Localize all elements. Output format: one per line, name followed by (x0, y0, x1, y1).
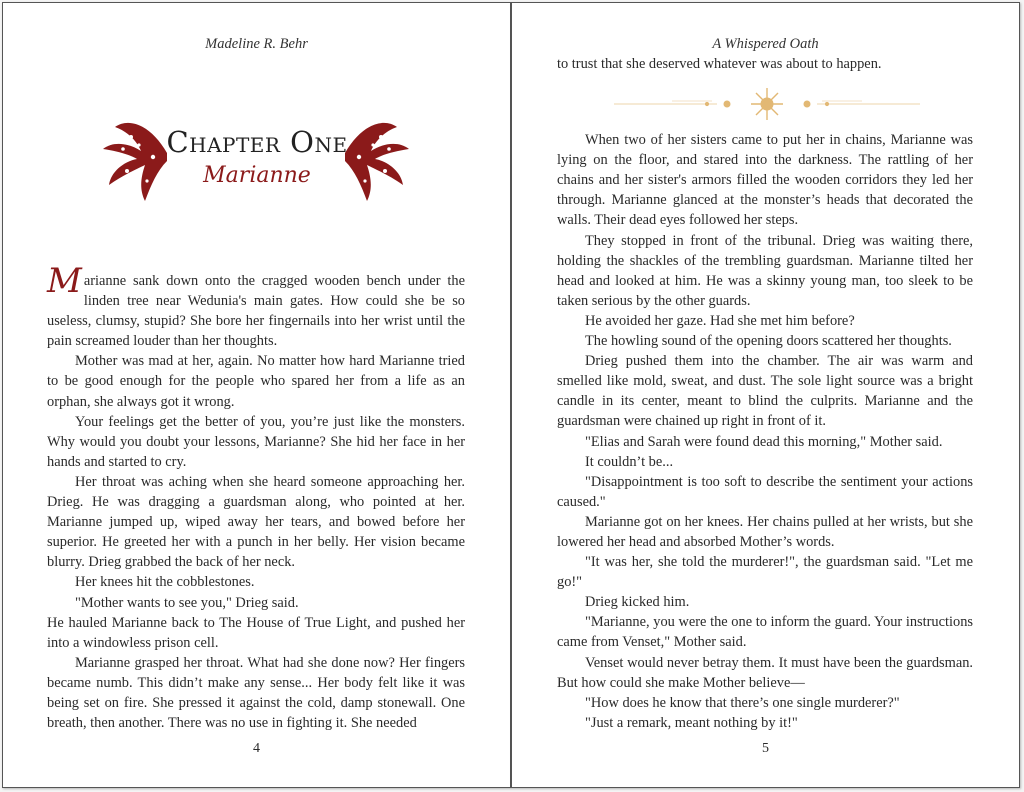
paragraph: "Marianne, you were the one to inform the guard. Your instructions came from Venset," Mother said. (557, 614, 973, 651)
paragraph: The howling sound of the opening doors scattered her thoughts. (585, 333, 952, 350)
paragraph: "Just a remark, meant nothing by it!" (585, 714, 798, 731)
chapter-heading (101, 115, 411, 203)
page-number: 4 (253, 741, 260, 756)
paragraph: He avoided her gaze. Had she met him before? (585, 312, 855, 329)
continued-line: to trust that she deserved whatever was about to happen. (557, 56, 882, 72)
drop-cap: M (47, 261, 82, 301)
running-head-title: A Whispered Oath (712, 36, 819, 52)
paragraph: Mother was mad at her, again. No matter how hard Marianne tried to be good enough for the people who spared her from a life as an orphan, she always got it wrong. (47, 353, 465, 410)
paragraph: Your feelings get the better of you, you’re just like the monsters. Why would you doubt your lessons, Marianne? She hid her face in her hands and started to cry. (47, 413, 465, 470)
paragraph: Venset would never betray them. It must have been the guardsman. But how could she make Mother believe— (557, 654, 973, 691)
paragraph: Drieg kicked him. (585, 594, 690, 611)
opening-paragraph-text: arianne sank down onto the cragged wooden bench under the linden tree near Wedunia's main gates. How could she be so useless, clumsy, stupid? She bore her fingernails into her wrist until the pain screamed louder than her thoughts. (47, 273, 465, 350)
right-page-body (557, 54, 973, 733)
left-page-body (47, 261, 465, 733)
opening-paragraph (47, 261, 465, 351)
paragraph: Drieg pushed them into the chamber. The air was warm and smelled like mold, sweat, and dust. The sole light source was a bright candle in its center, meant to blind the culprits. Marianne and the guardsman were chained up right in front of it. (557, 353, 973, 430)
paragraph: "It was her, she told the murderer!", the guardsman said. "Let me go!" (557, 554, 973, 591)
right-wing-ornament-icon (341, 115, 411, 203)
paragraph: Marianne got on her knees. Her chains pulled at her wrists, but she lowered her head and absorbed Mother’s words. (557, 513, 973, 550)
paragraph: When two of her sisters came to put her in chains, Marianne was lying on the floor, and stared into the darkness. The rattling of her chains and her sister's armors filled the wooden corridors they led her through. Marianne glanced at the monster’s heads that decorated the walls. Their dead eyes followed her steps. (557, 132, 973, 229)
paragraph: It couldn’t be... (585, 453, 674, 470)
paragraph: Her knees hit the cobblestones. (75, 574, 255, 591)
chapter-subtitle: Marianne (203, 163, 311, 188)
paragraph: "Disappointment is too soft to describe the sentiment your actions caused." (557, 473, 973, 510)
left-page (2, 2, 511, 788)
right-page (511, 2, 1020, 788)
paragraph: "Elias and Sarah were found dead this morning," Mother said. (585, 433, 943, 450)
running-head-author: Madeline R. Behr (205, 36, 308, 52)
paragraph: Her throat was aching when she heard someone approaching her. Drieg. He was dragging a guardsman along, who pointed at her. Marianne jumped up, wiped away her tears, and bowed before her superior. He greeted her with a punch in her belly. Her vision became blurry. Drieg grabbed the back of her neck. (47, 473, 465, 571)
chapter-title: Chapter One (166, 125, 348, 159)
paragraph: "Mother wants to see you," Drieg said. (75, 594, 299, 611)
paragraph: Marianne grasped her throat. What had she done now? Her fingers became numb. This didn’t make any sense... Her body felt like it was being set on fire. She pressed it against the cold, damp stonewall. One breath, then another. There was no use in fighting it. She needed (47, 654, 465, 732)
paragraph: "How does he know that there’s one single murderer?" (585, 694, 900, 711)
paragraph: He hauled Marianne back to The House of True Light, and pushed her into a windowless prison cell. (47, 614, 465, 651)
scene-break (557, 74, 973, 130)
paragraph: They stopped in front of the tribunal. Drieg was waiting there, holding the shackles of the trembling guardsman. Marianne tilted her head and looked at him. He was a skinny young man, too sleek to be taken serious by the other guards. (557, 232, 973, 309)
page-number: 5 (762, 741, 769, 756)
